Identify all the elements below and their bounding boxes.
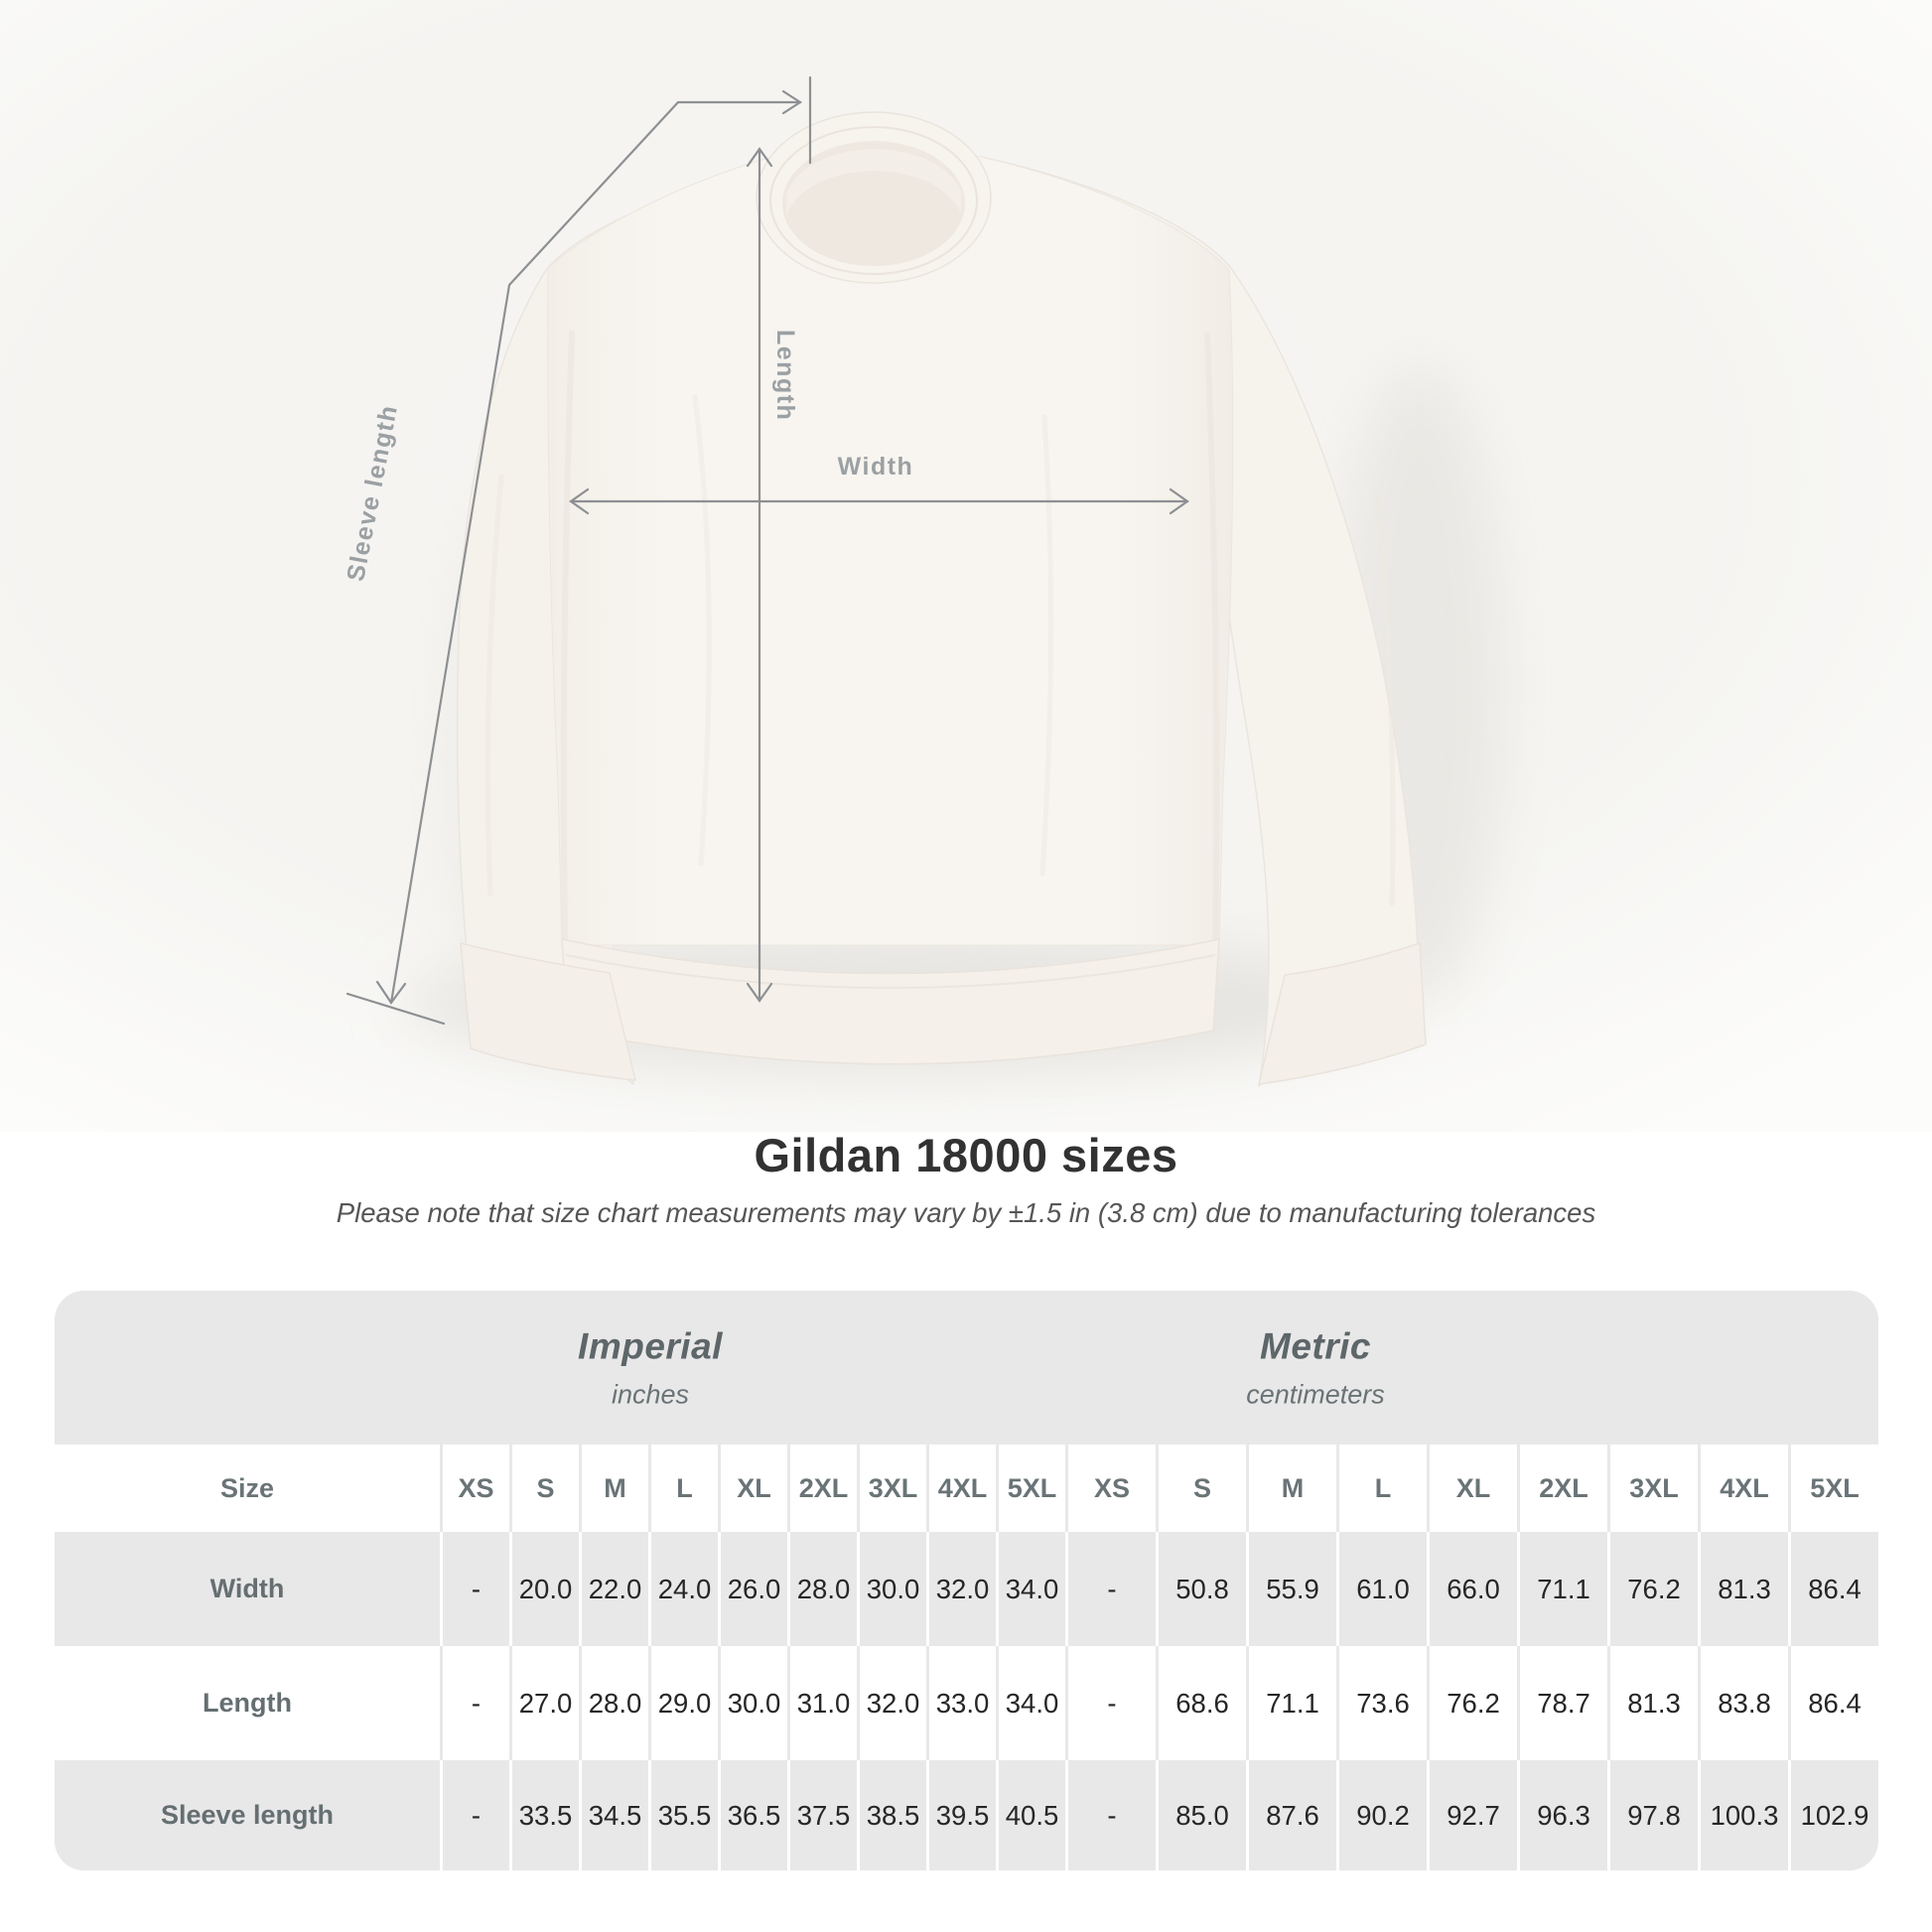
size-column-header-metric: XL (1427, 1445, 1517, 1532)
value-cell-imperial: 36.5 (718, 1760, 787, 1870)
value-cell-imperial: 34.5 (579, 1760, 648, 1870)
size-column-header-metric: L (1336, 1445, 1427, 1532)
value-cell-imperial: 27.0 (509, 1646, 579, 1760)
sleeve-length-label: Sleeve length (342, 402, 404, 584)
value-cell-imperial: - (440, 1646, 509, 1760)
value-cell-imperial: 20.0 (509, 1532, 579, 1646)
value-cell-metric: 50.8 (1156, 1532, 1246, 1646)
value-cell-imperial: - (440, 1532, 509, 1646)
row-label: Width (209, 1574, 285, 1603)
value-cell-imperial: 39.5 (926, 1760, 996, 1870)
value-cell-metric: 78.7 (1517, 1646, 1607, 1760)
value-cell-metric: 85.0 (1156, 1760, 1246, 1870)
size-grid (55, 1445, 1878, 1870)
size-header-row (55, 1445, 1878, 1532)
value-cell-imperial: 35.5 (648, 1760, 718, 1870)
size-column-header-imperial: 2XL (787, 1445, 857, 1532)
size-column-header-imperial: M (579, 1445, 648, 1532)
size-corner-header: Size (219, 1472, 275, 1503)
value-cell-metric: - (1065, 1760, 1156, 1870)
row-label: Length (203, 1688, 292, 1718)
value-cell-imperial: 26.0 (718, 1532, 787, 1646)
value-cell-metric: - (1065, 1646, 1156, 1760)
measurement-row (55, 1646, 1878, 1760)
value-cell-metric: 76.2 (1427, 1646, 1517, 1760)
value-cell-imperial: 30.0 (857, 1532, 926, 1646)
value-cell-metric: - (1065, 1532, 1156, 1646)
size-column-header-imperial: S (509, 1445, 579, 1532)
value-cell-metric: 100.3 (1698, 1760, 1788, 1870)
value-cell-metric: 96.3 (1517, 1760, 1607, 1870)
width-label: Width (837, 453, 914, 481)
imperial-group-header (578, 1325, 723, 1410)
value-cell-imperial: 38.5 (857, 1760, 926, 1870)
value-cell-metric: 71.1 (1246, 1646, 1336, 1760)
metric-label: Metric (1260, 1325, 1371, 1366)
value-cell-imperial: 40.5 (996, 1760, 1065, 1870)
page-title: Gildan 18000 sizes (754, 1129, 1178, 1181)
value-cell-metric: 81.3 (1698, 1532, 1788, 1646)
size-column-header-metric: 5XL (1788, 1445, 1878, 1532)
value-cell-metric: 66.0 (1427, 1532, 1517, 1646)
size-column-header-imperial: 5XL (996, 1445, 1065, 1532)
value-cell-metric: 68.6 (1156, 1646, 1246, 1760)
size-column-header-metric: XS (1065, 1445, 1156, 1532)
value-cell-metric: 55.9 (1246, 1532, 1336, 1646)
measurement-row (55, 1760, 1878, 1870)
imperial-unit: inches (611, 1379, 690, 1409)
value-cell-metric: 83.8 (1698, 1646, 1788, 1760)
value-cell-imperial: 33.5 (509, 1760, 579, 1870)
tolerance-note: Please note that size chart measurements may vary by ±1.5 in (3.8 cm) due to manufacturing tolerances (336, 1197, 1596, 1228)
size-column-header-imperial: 3XL (857, 1445, 926, 1532)
metric-unit: centimeters (1246, 1379, 1385, 1409)
value-cell-imperial: 37.5 (787, 1760, 857, 1870)
unit-group-header-row (55, 1291, 1878, 1445)
size-column-header-imperial: XL (718, 1445, 787, 1532)
metric-group-header (1246, 1325, 1385, 1410)
value-cell-metric: 76.2 (1607, 1532, 1698, 1646)
value-cell-metric: 90.2 (1336, 1760, 1427, 1870)
size-column-header-metric: 4XL (1698, 1445, 1788, 1532)
value-cell-metric: 87.6 (1246, 1760, 1336, 1870)
collar (757, 112, 991, 283)
size-column-header-imperial: XS (440, 1445, 509, 1532)
value-cell-imperial: 28.0 (787, 1532, 857, 1646)
value-cell-metric: 71.1 (1517, 1532, 1607, 1646)
measurement-row (55, 1532, 1878, 1646)
value-cell-imperial: 34.0 (996, 1532, 1065, 1646)
value-cell-metric: 86.4 (1788, 1646, 1878, 1760)
value-cell-metric: 81.3 (1607, 1646, 1698, 1760)
value-cell-metric: 92.7 (1427, 1760, 1517, 1870)
value-cell-imperial: 28.0 (579, 1646, 648, 1760)
length-label: Length (771, 330, 799, 422)
size-column-header-metric: 3XL (1607, 1445, 1698, 1532)
value-cell-imperial: 22.0 (579, 1532, 648, 1646)
row-label: Sleeve length (160, 1800, 335, 1830)
value-cell-imperial: 31.0 (787, 1646, 857, 1760)
value-cell-imperial: 24.0 (648, 1532, 718, 1646)
size-chart-table (55, 1291, 1878, 1870)
value-cell-imperial: 32.0 (857, 1646, 926, 1760)
size-column-header-metric: S (1156, 1445, 1246, 1532)
imperial-label: Imperial (578, 1325, 723, 1366)
value-cell-metric: 102.9 (1788, 1760, 1878, 1870)
value-cell-metric: 86.4 (1788, 1532, 1878, 1646)
value-cell-imperial: 34.0 (996, 1646, 1065, 1760)
value-cell-imperial: - (440, 1760, 509, 1870)
size-column-header-imperial: L (648, 1445, 718, 1532)
value-cell-imperial: 32.0 (926, 1532, 996, 1646)
size-column-header-imperial: 4XL (926, 1445, 996, 1532)
value-cell-imperial: 29.0 (648, 1646, 718, 1760)
value-cell-imperial: 33.0 (926, 1646, 996, 1760)
value-cell-metric: 73.6 (1336, 1646, 1427, 1760)
value-cell-metric: 97.8 (1607, 1760, 1698, 1870)
size-column-header-metric: M (1246, 1445, 1336, 1532)
value-cell-imperial: 30.0 (718, 1646, 787, 1760)
size-column-header-metric: 2XL (1517, 1445, 1607, 1532)
value-cell-metric: 61.0 (1336, 1532, 1427, 1646)
